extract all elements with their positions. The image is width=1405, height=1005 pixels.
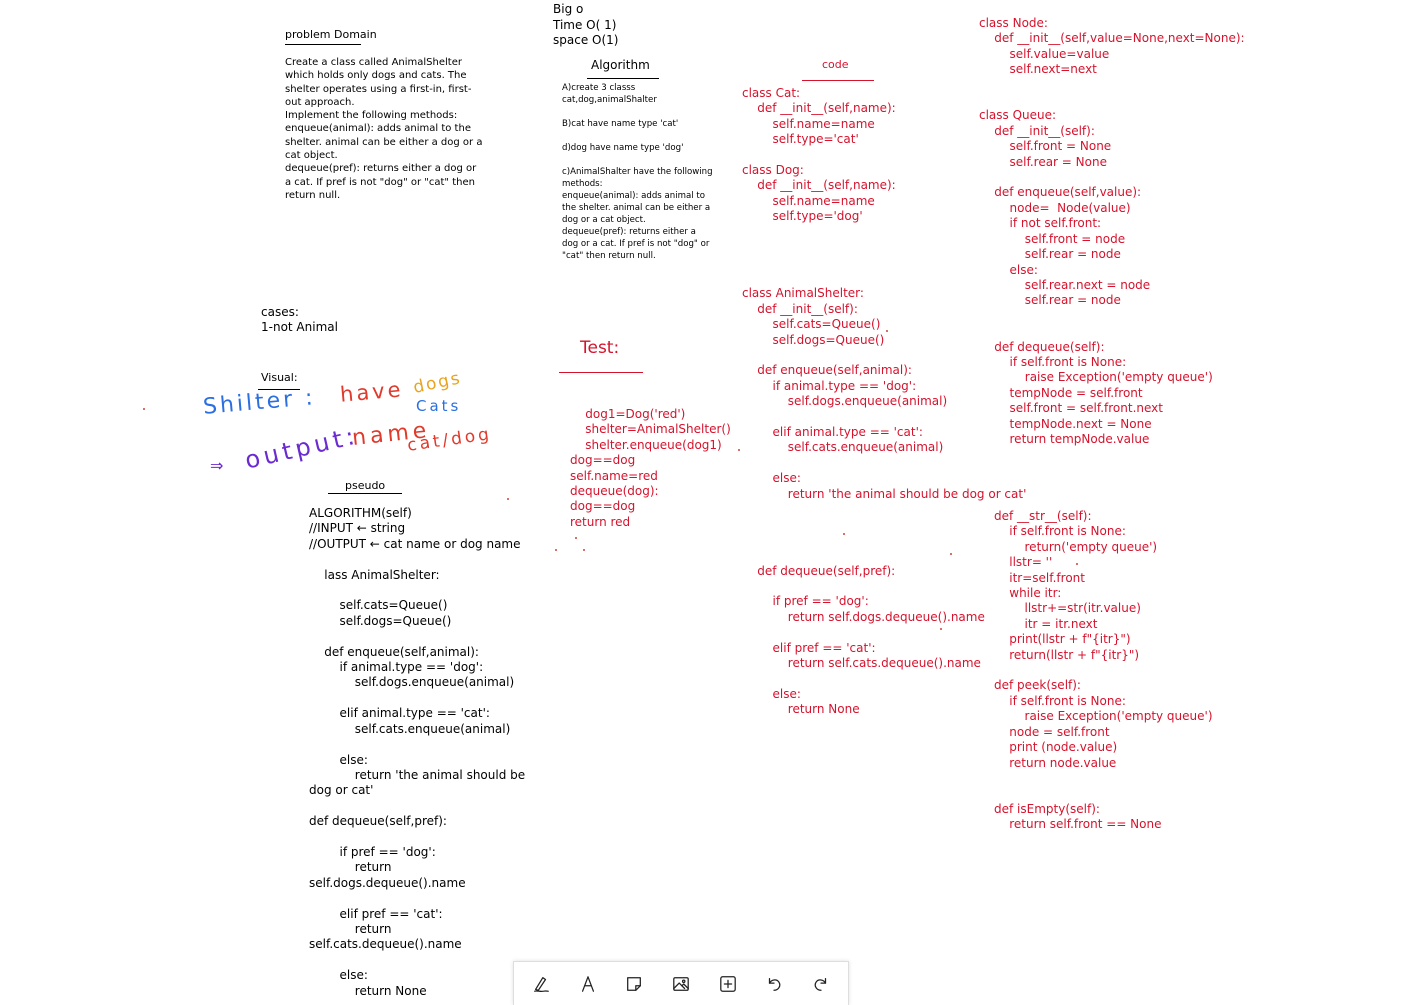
ink-dot bbox=[843, 533, 845, 535]
visual-cats-ink: Cats bbox=[416, 397, 462, 415]
pen-icon bbox=[532, 975, 550, 993]
ink-dot bbox=[575, 537, 577, 539]
visual-dogs-ink: dogs bbox=[411, 368, 464, 398]
ink-dot bbox=[950, 553, 952, 555]
ink-dot bbox=[738, 449, 740, 451]
pseudo-heading: pseudo bbox=[345, 479, 386, 492]
queue-methods-code-text: def __str__(self): if self.front is None: return('empty queue') llstr= '' itr=self.front while itr: llstr+=str(itr.value) itr = itr.next print(llstr + f"{itr}") return(llstr + f"{itr}") def peek(self): if self.front is None: raise Exception('empty queue') node = self.front print (node.value) return node.value def isEmpty(self): return self.front == None bbox=[994, 509, 1213, 832]
ink-dot bbox=[940, 628, 942, 630]
ink-dot bbox=[1076, 563, 1078, 565]
cases-text: cases: 1-not Animal bbox=[261, 305, 338, 335]
algorithm-heading: Algorithm bbox=[591, 58, 650, 72]
add-frame-icon bbox=[719, 975, 737, 993]
redo-tool-button[interactable] bbox=[803, 966, 839, 1002]
ink-dot bbox=[583, 549, 585, 551]
image-icon bbox=[672, 975, 690, 993]
visual-heading: Visual: bbox=[261, 371, 298, 384]
algorithm-underline bbox=[587, 78, 659, 79]
test-heading: Test: bbox=[580, 338, 620, 358]
code-underline bbox=[802, 80, 874, 81]
add-tool-button[interactable] bbox=[710, 966, 746, 1002]
visual-shelter-ink: Shilter : bbox=[202, 385, 317, 420]
sticky-note-tool-button[interactable] bbox=[616, 966, 652, 1002]
problem-domain-text: Create a class called AnimalShelter which holds only dogs and cats. The shelter operates using a first-in, first- out approach. Implement the following methods: enqueue(animal): adds animal to the shelter. animal can be either a dog or a cat object. dequeue(pref): returns either a dog or a cat. If pref is not "dog" or "cat" then return null. bbox=[285, 57, 483, 201]
test-underline bbox=[559, 372, 643, 373]
ink-dot bbox=[507, 498, 509, 500]
big-o-text: Big o Time O( 1) space O(1) bbox=[553, 2, 619, 47]
image-tool-button[interactable] bbox=[663, 966, 699, 1002]
code-text: class Cat: def __init__(self,name): self.name=name self.type='cat' class Dog: def __init__(self,name): self.name=name self.type='dog' class AnimalShelter: def __init__(self): self.cats=Queue() self.dogs=Queue() def enqueue(self,animal): if animal.type == 'dog': self.dogs.enqueue(animal) elif animal.type == 'cat': self.cats.enqueue(animal) else: return 'the animal should be dog or cat' def dequeue(self,pref): if pref == 'dog': return self.dogs.dequeue().name elif pref == 'cat': return self.cats.dequeue().name else: return None bbox=[742, 86, 1027, 717]
ink-dot bbox=[886, 330, 888, 332]
pen-tool-button[interactable] bbox=[523, 966, 559, 1002]
visual-have-ink: have bbox=[339, 377, 405, 407]
ink-dot bbox=[555, 549, 557, 551]
undo-tool-button[interactable] bbox=[756, 966, 792, 1002]
problem-domain-heading: problem Domain bbox=[285, 28, 377, 41]
ink-dot bbox=[143, 408, 145, 410]
arrow-ink-icon: ⇒ bbox=[210, 456, 224, 475]
pseudo-code-text: ALGORITHM(self) //INPUT ← string //OUTPUT ← cat name or dog name lass AnimalShelter: self.cats=Queue() self.dogs=Queue() def enqueue(self,animal): if animal.type == 'dog': self.dogs.enqueue(animal) elif animal.type == 'cat': self.cats.enqueue(animal) else: return 'the animal should be dog or cat' def dequeue(self,pref): if pref == 'dog': return self.dogs.dequeue().name elif pref == 'cat': return self.cats.dequeue().name else: return None bbox=[309, 506, 526, 998]
visual-catdog-ink: cat/dog bbox=[406, 424, 494, 456]
code-heading: code bbox=[822, 58, 849, 71]
undo-icon bbox=[765, 975, 783, 993]
node-queue-code-text: class Node: def __init__(self,value=None,next=None): self.value=value self.next=next class Queue: def __init__(self): self.front = None self.rear = None def enqueue(self,value): node= Node(value) if not self.front: self.front = node self.rear = node else: self.rear.next = node self.rear = node def dequeue(self): if self.front is None: raise Exception('empty queue') tempNode = self.front self.front = self.front.next tempNode.next = None return tempNode.value bbox=[979, 16, 1245, 446]
drawing-toolbar bbox=[513, 961, 849, 1005]
problem-domain-underline bbox=[285, 44, 361, 45]
visual-output-ink: output: bbox=[242, 421, 361, 475]
algorithm-text: A)create 3 classs cat,dog,animalShalter B)cat have name type 'cat' d)dog have name type 'dog' c)AnimalShalter have the following methods: enqueue(animal): adds animal to the shelter. animal can be either a dog or a cat object. dequeue(pref): returns either a dog or a cat. If pref is not "dog" or "cat" then return null. bbox=[562, 83, 713, 261]
text-tool-button[interactable] bbox=[570, 966, 606, 1002]
sticky-note-icon bbox=[625, 975, 643, 993]
pseudo-underline bbox=[328, 493, 402, 494]
visual-name-ink: name bbox=[350, 417, 432, 452]
text-icon bbox=[579, 975, 597, 993]
redo-icon bbox=[812, 975, 830, 993]
test-text: dog1=Dog('red') shelter=AnimalShelter() shelter.enqueue(dog1) dog==dog self.name=red dequeue(dog): dog==dog return red bbox=[570, 407, 731, 529]
